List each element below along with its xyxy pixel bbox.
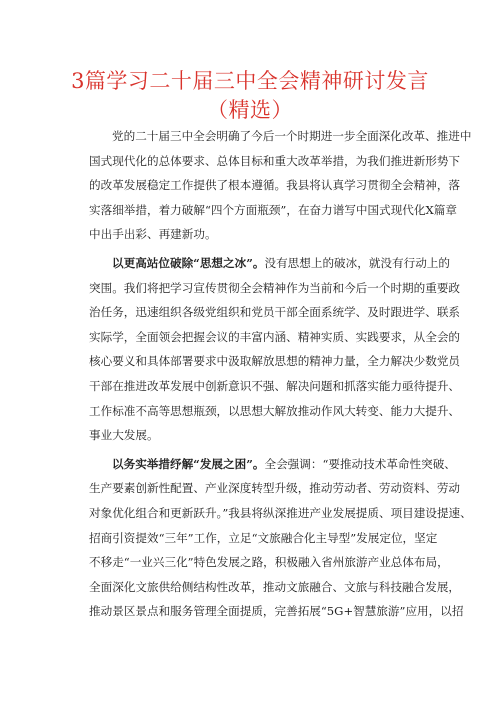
paragraph-line: 生产要素创新性配置、产业深度转型升级，推动劳动者、劳动资料、劳动 <box>89 481 461 496</box>
paragraph-first-line <box>89 251 450 276</box>
paragraph-line: 工作标准不高等思想瓶颈，以思想大解放推动作风大转变、能力大提升、 <box>89 403 461 418</box>
paragraph-line: 对象优化组合和更新跃升。”我县将纵深推进产业发展提质、项目建设提速、 <box>89 505 472 520</box>
paragraph-first-line <box>89 452 456 477</box>
paragraph-line: 招商引资提效“三年”工作，立足“文旅融合化主导型”发展定位，坚定 <box>89 530 438 545</box>
paragraph-1 <box>89 124 472 247</box>
paragraph-line: 干部在推进改革发展中创新意识不强、解决问题和抓落实能力亟待提升、 <box>89 378 461 393</box>
paragraph-line: 突围。我们将把学习宣传贯彻全会精神作为当前和今后一个时期的重要政 <box>89 280 461 295</box>
document-title-line-1: 3篇学习二十届三中全会精神研讨发言 <box>71 69 429 93</box>
paragraph-line-text: 没有思想上的破冰，就没有行动上的 <box>264 255 450 270</box>
paragraph-lead-heading: 以务实举措纾解“发展之困”。 <box>112 456 265 471</box>
paragraph-line: 党的二十届三中全会明确了今后一个时期进一步全面深化改革、推进中 <box>112 129 472 143</box>
paragraph-line: 事业大发展。 <box>89 428 159 443</box>
paragraph-line: 治任务，迅速组织各级党组织和党员干部全面系统学、及时跟进学、联系 <box>89 305 461 320</box>
paragraph-line: 实际学，全面领会把握会议的丰富内涵、精神实质、实践要求，从全会的 <box>89 329 461 344</box>
paragraph-3 <box>89 452 472 624</box>
paragraph-line: 全面深化文旅供给侧结构性改革，推动文旅融合、文旅与科技融合发展， <box>89 579 461 594</box>
document-body <box>89 124 472 628</box>
paragraph-line: 国式现代化的总体要求、总体目标和重大改革举措，为我们推进新形势下 <box>89 153 461 168</box>
paragraph-line: 的改革发展稳定工作提供了根本遵循。我县将认真学习贯彻全会精神，落 <box>89 178 461 193</box>
paragraph-line-text: 全会强调：“要推动技术革命性突破、 <box>264 456 456 471</box>
paragraph-line: 不移走“一业兴三化”特色发展之路，积极融入省州旅游产业总体布局， <box>89 555 449 570</box>
paragraph-lead-heading: 以更高站位破除“思想之冰”。 <box>112 255 265 270</box>
paragraph-line: 推动景区景点和服务管理全面提质，完善拓展“5G+智慧旅游”应用，以招 <box>89 604 464 619</box>
paragraph-line: 实落细举措，着力破解“四个方面瓶颈”，在奋力谱写中国式现代化X篇章 <box>89 202 457 217</box>
document-title-line-2: （精选） <box>207 98 293 122</box>
paragraph-2 <box>89 251 461 448</box>
paragraph-line: 核心要义和具体部署要求中汲取解放思想的精神力量，全力解决少数党员 <box>89 354 461 369</box>
paragraph-line: 中出手出彩、再建新功。 <box>89 227 217 242</box>
